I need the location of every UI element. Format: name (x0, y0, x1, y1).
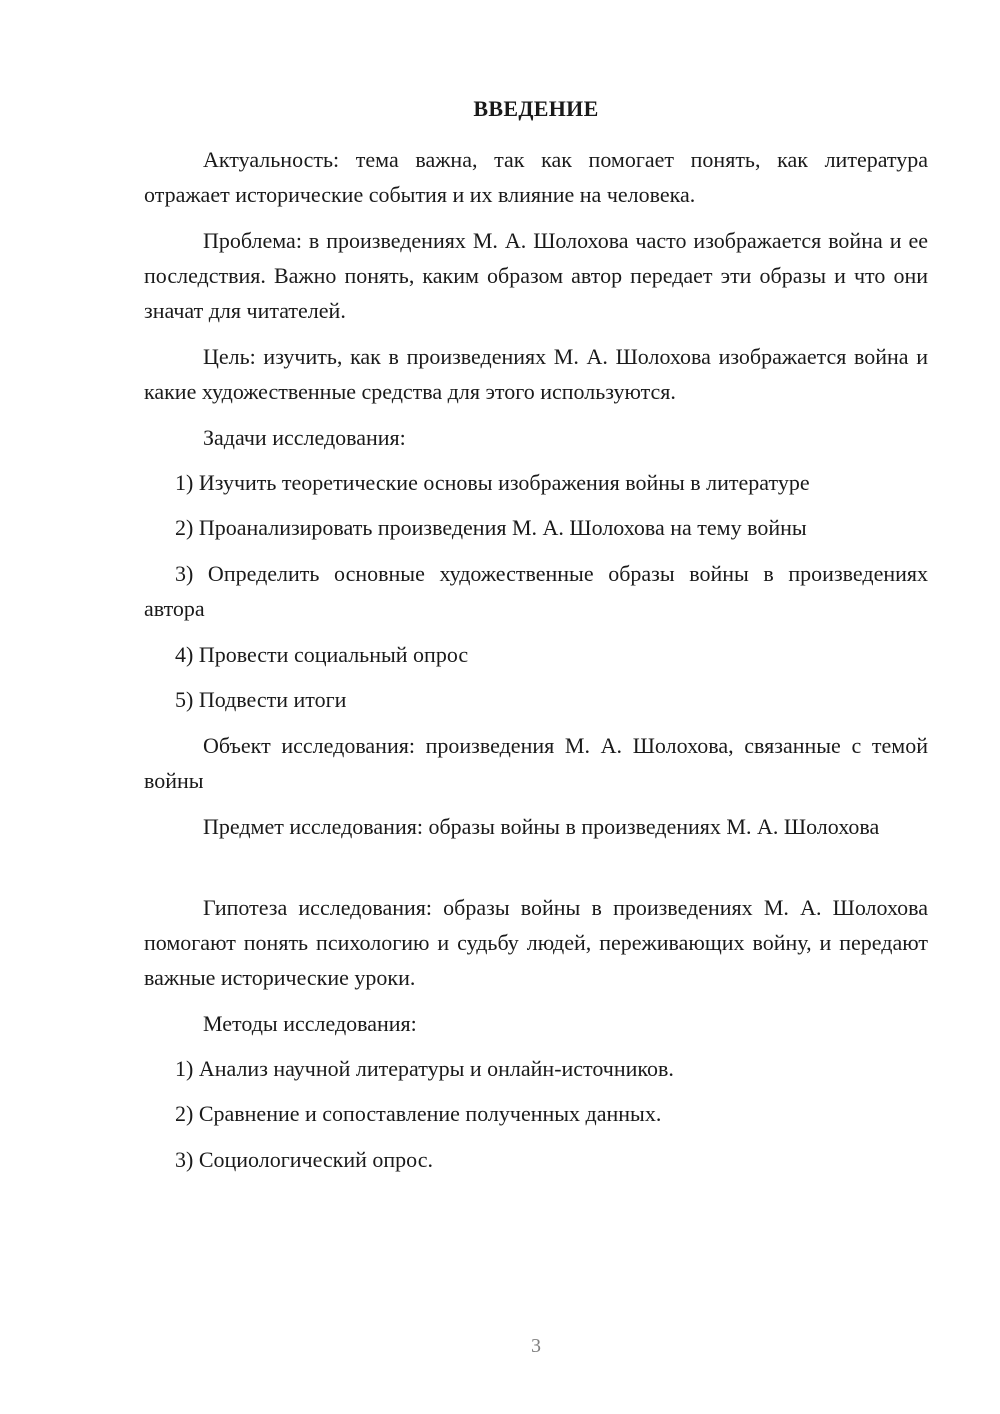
page-number: 3 (531, 1335, 541, 1357)
section-title: ВВЕДЕНИЕ (473, 96, 599, 121)
problem-paragraph: Проблема: в произведениях М. А. Шолохова часто изображается война и ее последствия. Важно понять, каким образом автор передает эти образы и что они значат для читателей. (144, 228, 928, 323)
task-item: 4) Провести социальный опрос (175, 642, 469, 667)
method-item: 1) Анализ научной литературы и онлайн-источников. (175, 1056, 674, 1081)
methods-heading: Методы исследования: (203, 1011, 417, 1036)
method-item: 3) Социологический опрос. (175, 1147, 433, 1172)
task-item: 1) Изучить теоретические основы изображения войны в литературе (175, 470, 810, 495)
task-item: 3) Определить основные художественные образы войны в произведениях автора (144, 561, 928, 621)
goal-paragraph: Цель: изучить, как в произведениях М. А. Шолохова изображается война и какие художественные средства для этого используются. (144, 344, 928, 404)
object-paragraph: Объект исследования: произведения М. А. Шолохова, связанные с темой войны (144, 733, 928, 793)
relevance-paragraph: Актуальность: тема важна, так как помогает понять, как литература отражает исторические события и их влияние на человека. (144, 147, 928, 207)
hypothesis-paragraph: Гипотеза исследования: образы войны в произведениях М. А. Шолохова помогают понять психологию и судьбу людей, переживающих войну, и передают важные исторические уроки. (144, 895, 928, 990)
task-item: 5) Подвести итоги (175, 687, 347, 712)
tasks-heading: Задачи исследования: (203, 425, 406, 450)
document-page (144, 0, 928, 1414)
task-item: 2) Проанализировать произведения М. А. Шолохова на тему войны (175, 515, 807, 540)
subject-paragraph: Предмет исследования: образы войны в произведениях М. А. Шолохова (203, 814, 880, 839)
method-item: 2) Сравнение и сопоставление полученных данных. (175, 1101, 662, 1126)
